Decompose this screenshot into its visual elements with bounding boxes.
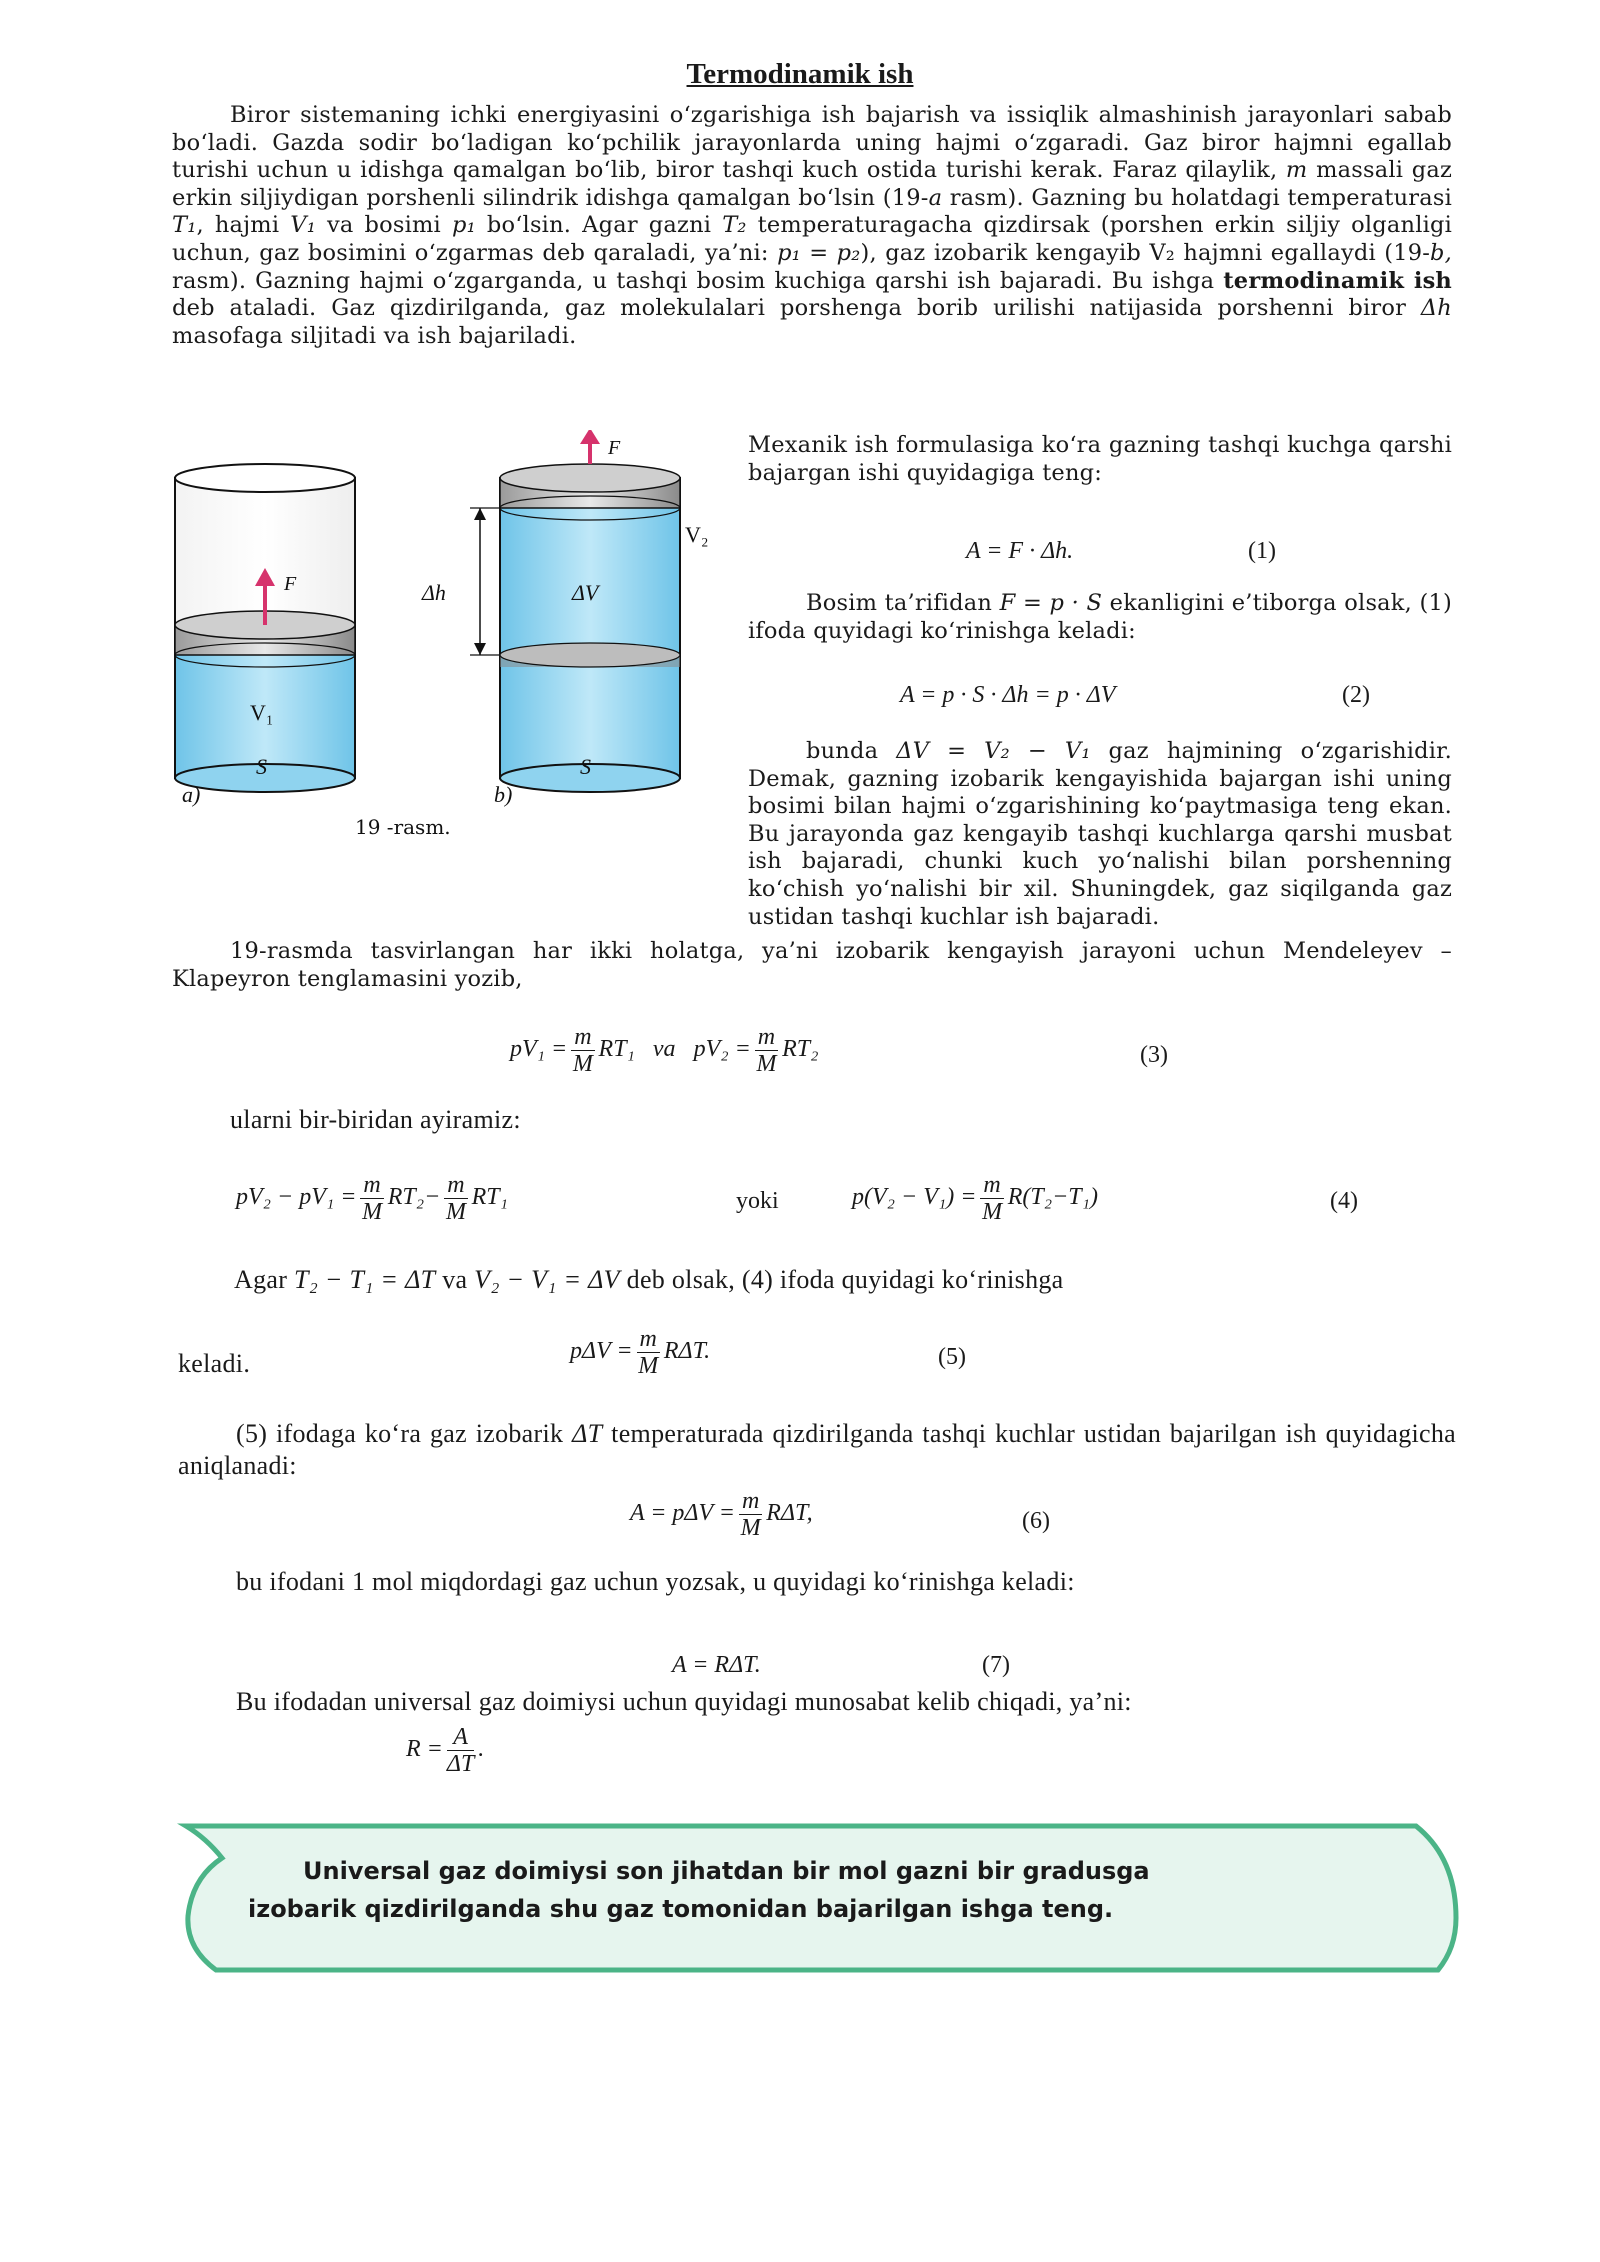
equation-4-number: (4) [1330, 1188, 1358, 1214]
label-dh: Δh [422, 580, 446, 605]
cylinder-b [470, 430, 680, 792]
label-a: a) [182, 782, 201, 807]
equation-2: A = p · S · Δh = p · ΔV [900, 682, 1116, 708]
label-F-b: F [608, 437, 621, 459]
paragraph-mendeleev: 19-rasmda tasvirlangan har ikki holatga, ya’ni izobarik kengayish jarayoni uchun Mendeleyev – Klapeyron tenglamasini yozib, [172, 938, 1452, 992]
equation-1-number: (1) [1248, 538, 1276, 564]
bold-term: termodinamik ish [1223, 267, 1452, 294]
definition-line-2: izobarik qizdirilganda shu gaz tomonidan bajarilgan ishga teng. [248, 1895, 1114, 1923]
paragraph-one-mol: bu ifodani 1 mol miqdordagi gaz uchun yozsak, u quyidagi ko‘rinishga keladi: [236, 1567, 1075, 1596]
paragraph-pressure: Bosim ta’rifidan F = p · S ekanligini e’tiborga olsak, (1) ifoda quyidagi ko‘rinishga keladi: [748, 590, 1452, 644]
equation-2-number: (2) [1342, 682, 1370, 708]
figure-caption: 19 -rasm. [355, 815, 451, 839]
equation-6-number: (6) [1022, 1508, 1050, 1534]
page-title: Termodinamik ish [686, 58, 914, 90]
label-S-a: S [256, 754, 267, 779]
equation-3: pV₁ = $\frac{m}{M}$ RT₁ va pV₂ = $\frac{m}{M}$ RT₂ [510, 1024, 819, 1077]
equation-7: A = RΔT. [672, 1652, 761, 1678]
paragraph-mechanical-work: Mexanik ish formulasiga ko‘ra gazning tashqi kuchga qarshi bajargan ishi quyidagiga teng: [748, 432, 1452, 486]
paragraph-isobaric: (5) ifodaga ko‘ra gaz izobarik ΔT temperaturada qizdirilganda tashqi kuchlar ustidan bajarilgan ish quyidagicha aniqlanadi: [178, 1419, 1456, 1480]
paragraph-intro: Biror sistemaning ichki energiyasini o‘zgarishiga ish bajarish va issiqlik almashinish jarayonlari sabab bo‘ladi. Gazda sodir bo‘ladigan ko‘pchilik jarayonlarda uning hajmi o‘zgaradi. Gaz biror hajmni egallab turishi uchun u idishga qamalgan bo‘lib, biror tashqi kuch ostida turishi kerak. Faraz qilaylik, m massali gaz erkin siljiydigan porshenli silindrik idishga qamalgan bo‘lsin (19-a rasm). Gazning bu holatdagi temperaturasi T₁, hajmi V₁ va bosimi p₁ bo‘lsin. Agar gazni T₂ temperaturagacha qizdirsak (porshen erkin siljiy olganligi uchun, gaz bosimini o‘zgarmas deb qaraladi, ya’ni: p₁ = p₂), gaz izobarik kengayib V₂ hajmni egallaydi (19-b, rasm). Gazning hajmi o‘zgarganda, u tashqi bosim kuchiga qarshi ish bajaradi. Bu ishga termodinamik ish deb ataladi. Gaz qizdirilganda, gaz molekulalari porshenga borib urilishi natijasida porshenni biror Δh masofaga siljitadi va ish bajariladi. [172, 102, 1453, 349]
equation-3-number: (3) [1140, 1042, 1168, 1068]
cylinder-a [175, 464, 355, 792]
definition-line-1: Universal gaz doimiysi son jihatdan bir mol gazni bir gradusga [303, 1857, 1150, 1885]
label-V2: V₂ [685, 522, 709, 547]
paragraph-universal: Bu ifodadan universal gaz doimiysi uchun quyidagi munosabat kelib chiqadi, ya’ni: [236, 1687, 1132, 1716]
label-F-a: F [284, 573, 297, 595]
paragraph-if-end: keladi. [178, 1349, 251, 1378]
figure-19-cylinders [160, 430, 740, 850]
paragraph-if: Agar T₂ − T₁ = ΔT va V₂ − V₁ = ΔV deb olsak, (4) ifoda quyidagi ko‘rinishga [234, 1265, 1064, 1294]
equation-4: pV₂ − pV₁ = $\frac{m}{M}$ RT₂− $\frac{m}{M}$ RT₁ [236, 1172, 508, 1225]
label-V1: V₁ [250, 700, 274, 725]
label-dV: ΔV [572, 580, 599, 605]
label-b: b) [494, 782, 513, 807]
equation-7-number: (7) [982, 1652, 1010, 1678]
equation-1: A = F · Δh. [966, 538, 1074, 564]
equation-4-alt: p(V₂ − V₁) = $\frac{m}{M}$ R(T₂−T₁) [852, 1172, 1098, 1225]
definition-text [248, 1852, 1418, 1928]
equation-R: R = $\frac{A}{\Delta T}$ . [406, 1724, 485, 1777]
equation-4-or: yoki [736, 1188, 779, 1214]
equation-6: A = pΔV = $\frac{m}{M}$ RΔT, [630, 1488, 813, 1541]
paragraph-delta-v: bunda ΔV = V₂ − V₁ gaz hajmining o‘zgarishidir. Demak, gazning izobarik kengayishida bajargan ishi uning bosimi bilan hajmi o‘zgarishining ko‘paytmasiga teng ekan. Bu jarayonda gaz kengayib tashqi kuchlarga qarshi musbat ish bajaradi, chunki kuch yo‘nalishi bilan porshenning ko‘chish yo‘nalishi bir xil. Shuningdek, gaz siqilganda gaz ustidan tashqi kuchlar ish bajaradi. [748, 738, 1452, 930]
paragraph-subtract: ularni bir-biridan ayiramiz: [230, 1105, 521, 1134]
equation-5: pΔV = $\frac{m}{M}$ RΔT. [570, 1326, 711, 1379]
label-S-b: S [580, 754, 591, 779]
equation-5-number: (5) [938, 1344, 966, 1370]
